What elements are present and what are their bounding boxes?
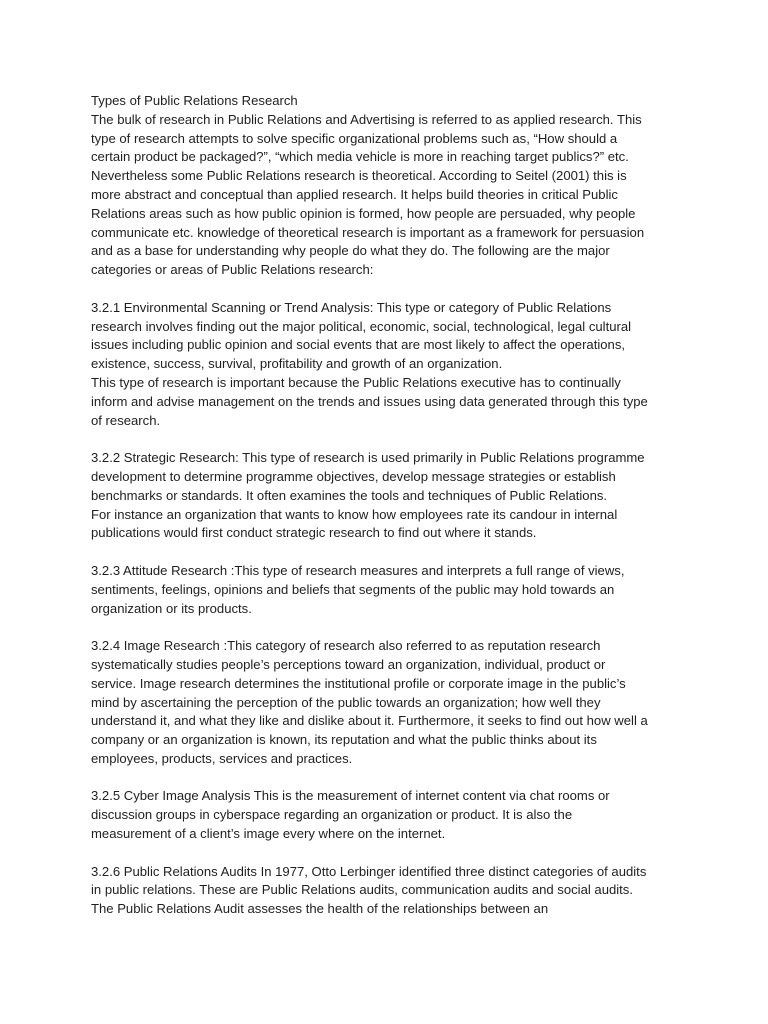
section-3-2-6-public-relations-audits: 3.2.6 Public Relations Audits In 1977, Otto Lerbinger identified three distinct categories of audits in public relations. These are Public Relations audits, communication audits and social audits. The Public Relations Audit assesses the health of the relationships between an [91, 863, 647, 917]
document-body [91, 92, 691, 919]
paragraph-spacer [91, 543, 691, 562]
paragraph-spacer [91, 618, 691, 637]
paragraph-spacer [91, 280, 691, 299]
document-title: Types of Public Relations Research [91, 93, 298, 108]
paragraph-spacer [91, 844, 691, 863]
section-3-2-4-image-research: 3.2.4 Image Research :This category of research also referred to as reputation research systematically studies people’s perceptions toward an organization, individual, product or service. Image research determines the institutional profile or corporate image in the public’s mind by ascertaining the perception of the public towards an organization; how well they understand it, and what they like and dislike about it. Furthermore, it seeks to find out how well a company or an organization is known, its reputation and what the public thinks about its employees, products, services and practices. [91, 638, 648, 766]
section-3-2-3-attitude-research: 3.2.3 Attitude Research :This type of research measures and interprets a full range of views, sentiments, feelings, opinions and beliefs that segments of the public may hold towards an organization or its products. [91, 562, 625, 616]
section-3-2-2-strategic-research: 3.2.2 Strategic Research: This type of research is used primarily in Public Relations programme development to determine programme objectives, develop message strategies or establish benchmarks or standards. It often examines the tools and techniques of Public Relations. For instance an organization that wants to know how employees rate its candour in internal publications would first conduct strategic research to find out where it stands. [91, 450, 645, 541]
intro-paragraph: The bulk of research in Public Relations and Advertising is referred to as applied research. This type of research attempts to solve specific organizational problems such as, “How should a certain product be packaged?”, “which media vehicle is more in reaching target publics?” etc. Nevertheless some Public Relations research is theoretical. According to Seitel (2001) this is more abstract and conceptual than applied research. It helps build theories in critical Public Relations areas such as how public opinion is formed, how people are persuaded, why people communicate etc. knowledge of theoretical research is important as a framework for persuasion and as a base for understanding why people do what they do. The following are the major categories or areas of Public Relations research: [91, 111, 645, 278]
paragraph-spacer [91, 769, 691, 788]
section-3-2-5-cyber-image-analysis: 3.2.5 Cyber Image Analysis This is the measurement of internet content via chat rooms or discussion groups in cyberspace regarding an organization or product. It is also the measurement of a client’s image every where on the internet. [91, 788, 610, 842]
paragraph-spacer [91, 430, 691, 449]
section-3-2-1-environmental-scanning: 3.2.1 Environmental Scanning or Trend Analysis: This type or category of Public Relations research involves finding out the major political, economic, social, technological, legal cultural issues including public opinion and social events that are most likely to affect the operations, existence, success, survival, profitability and growth of an organization. This type of research is important because the Public Relations executive has to continually inform and advise management on the trends and issues using data generated through this type of research. [91, 299, 648, 428]
